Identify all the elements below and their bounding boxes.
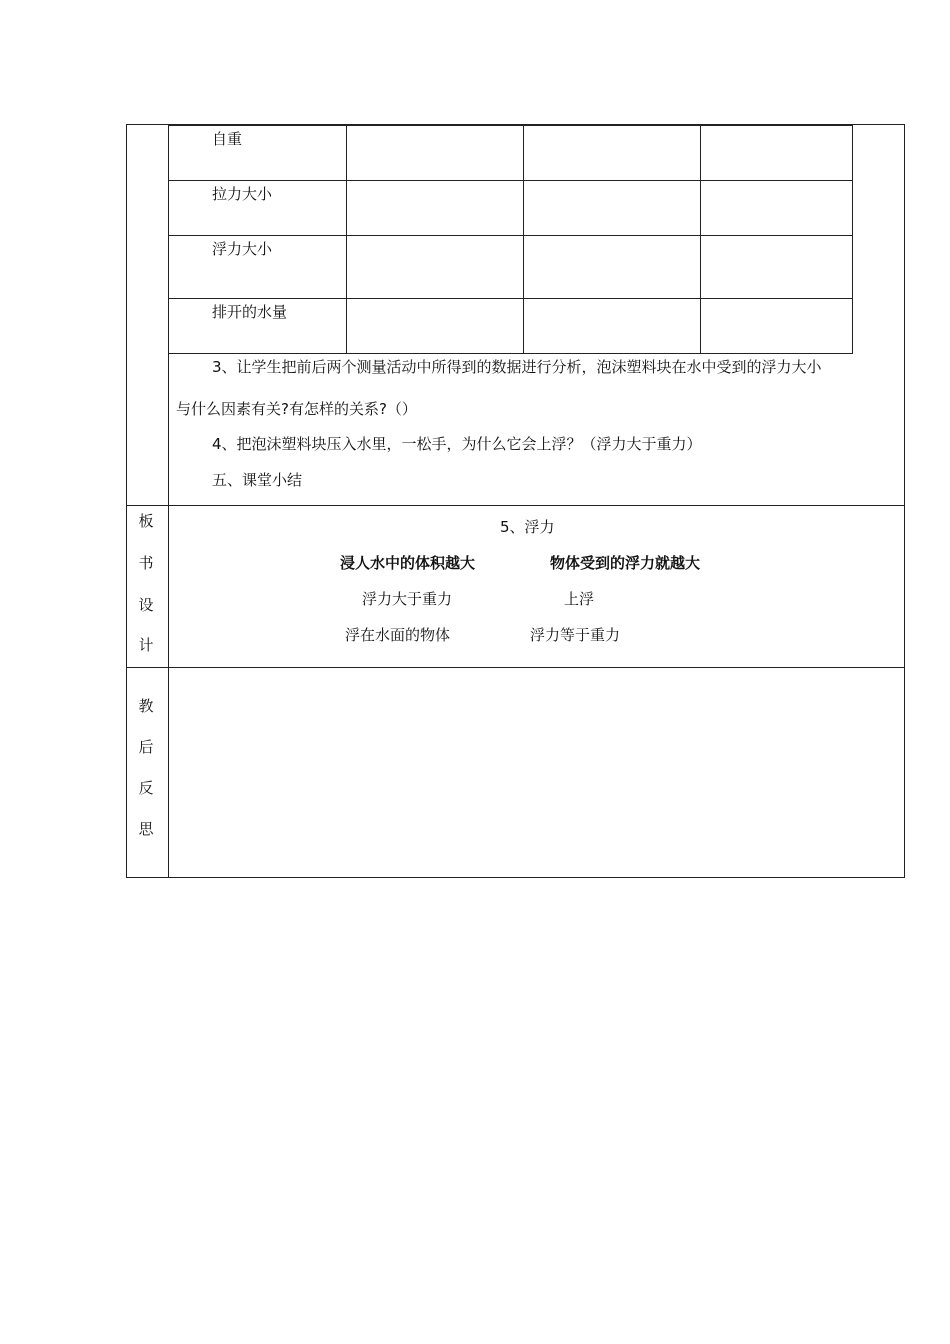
outer-right-border xyxy=(904,124,905,878)
measure-table-col-line xyxy=(700,125,701,353)
board-title: 5、浮力 xyxy=(500,518,555,536)
reflection-label-char: 思 xyxy=(138,820,154,838)
measure-table-col-line xyxy=(523,125,524,353)
board-line-1-right: 物体受到的浮力就越大 xyxy=(550,554,701,572)
board-design-label-char: 书 xyxy=(138,554,154,572)
reflection-label-char: 后 xyxy=(138,738,154,756)
outer-bottom-border xyxy=(126,877,905,878)
section-5-heading: 五、课堂小结 xyxy=(212,471,303,489)
paragraph-4: 4、把泡沫塑料块压入水里，一松手，为什么它会上浮？（浮力大于重力） xyxy=(212,435,702,453)
measure-row-label-displaced-water: 排开的水量 xyxy=(212,303,288,321)
measure-table-row-line xyxy=(168,298,853,299)
reflection-label-char: 教 xyxy=(138,697,154,715)
measure-row-label-buoyancy: 浮力大小 xyxy=(212,240,273,258)
measure-table-row-line xyxy=(168,235,853,236)
reflection-label-char: 反 xyxy=(138,779,154,797)
measure-table-top xyxy=(168,125,853,126)
board-design-label-char: 板 xyxy=(138,512,154,530)
measure-table-row-line xyxy=(168,180,853,181)
row-divider-board xyxy=(126,505,905,506)
board-line-3-left: 浮在水面的物体 xyxy=(345,626,451,644)
reflection-content-area xyxy=(169,668,904,877)
measure-row-label-pull-force: 拉力大小 xyxy=(212,185,273,203)
board-line-1-left: 浸人水中的体积越大 xyxy=(340,554,476,572)
board-design-label-char: 设 xyxy=(138,596,154,614)
board-line-2-left: 浮力大于重力 xyxy=(362,590,453,608)
board-design-label-char: 计 xyxy=(138,636,154,654)
outer-left-border xyxy=(126,124,127,878)
measure-row-label-self-weight: 自重 xyxy=(212,130,243,148)
board-line-2-right: 上浮 xyxy=(564,590,595,608)
measure-table-bottom xyxy=(168,353,853,354)
board-design-label xyxy=(136,510,156,660)
paragraph-3-line-1: 3、让学生把前后两个测量活动中所得到的数据进行分析，泡沫塑料块在水中受到的浮力大小 xyxy=(212,358,822,376)
measure-table-col-line xyxy=(346,125,347,353)
reflection-label xyxy=(136,695,156,845)
board-line-3-right: 浮力等于重力 xyxy=(530,626,621,644)
measure-table-right xyxy=(852,125,853,353)
paragraph-3-line-2: 与什么因素有关?有怎样的关系?（） xyxy=(176,400,417,418)
